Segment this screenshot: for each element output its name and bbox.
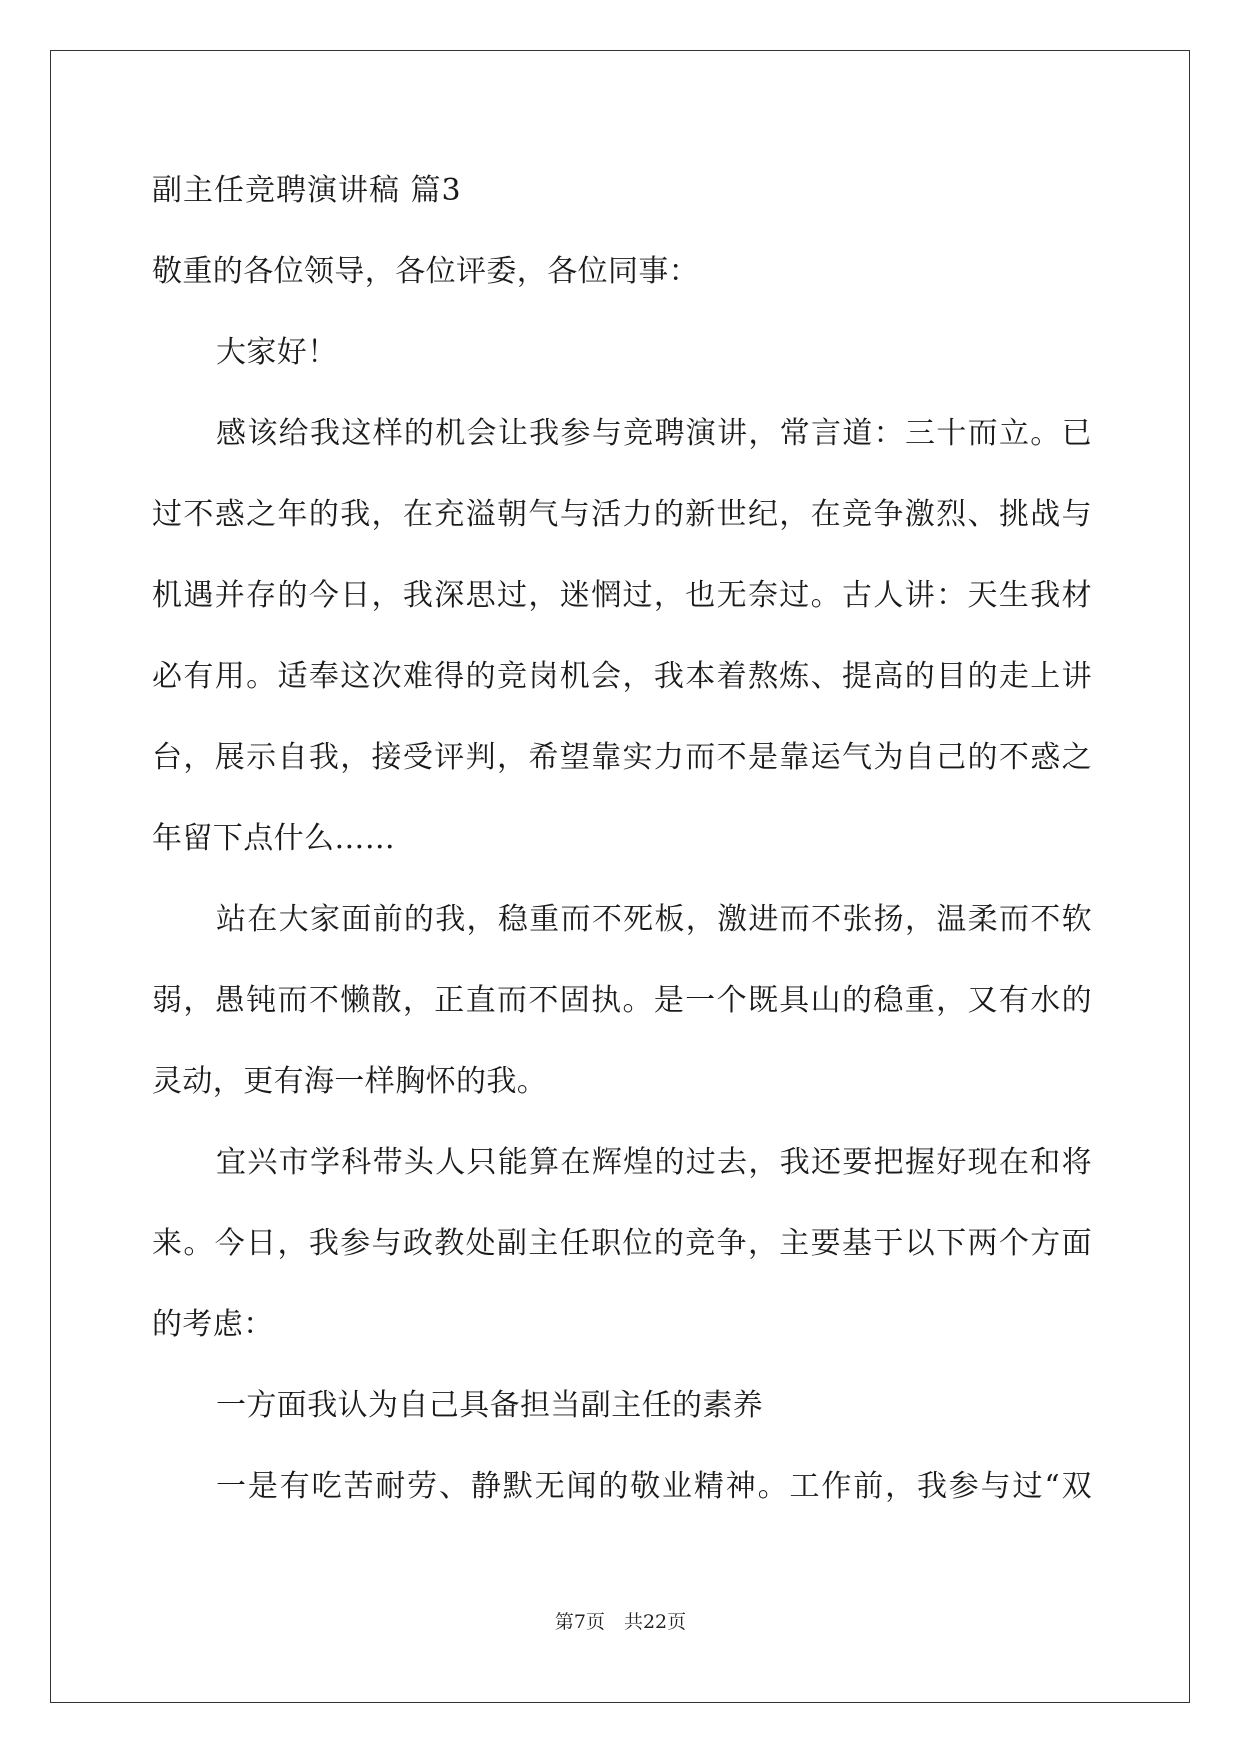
paragraph-line: 宜兴市学科带头人只能算在辉煌的过去，我还要把握好现在和将 (216, 1145, 1092, 1180)
paragraph-line: 台，展示自我，接受评判，希望靠实力而不是靠运气为自己的不惑之 (152, 740, 1092, 775)
paragraph-line: 灵动，更有海一样胸怀的我。 (152, 1064, 548, 1099)
document-title: 副主任竞聘演讲稿 篇3 (152, 173, 462, 208)
paragraph-line: 的考虑： (152, 1307, 274, 1342)
paragraph-line: 感该给我这样的机会让我参与竞聘演讲，常言道：三十而立。已 (216, 416, 1092, 451)
greeting-line: 大家好！ (216, 335, 338, 370)
paragraph-line: 弱，愚钝而不懒散，正直而不固执。是一个既具山的稳重，又有水的 (152, 983, 1092, 1018)
section-heading-line: 一方面我认为自己具备担当副主任的素养 (216, 1388, 764, 1423)
paragraph-line: 年留下点什么…… (152, 821, 396, 856)
paragraph-line: 过不惑之年的我，在充溢朝气与活力的新世纪，在竞争激烈、挑战与 (152, 497, 1092, 532)
page-number: 第7页 共22页 (554, 1611, 687, 1633)
paragraph-line: 来。今日，我参与政教处副主任职位的竞争，主要基于以下两个方面 (152, 1226, 1092, 1261)
salutation-line: 敬重的各位领导，各位评委，各位同事： (152, 254, 700, 289)
paragraph-line: 一是有吃苦耐劳、静默无闻的敬业精神。工作前，我参与过“双 (216, 1469, 1092, 1504)
paragraph-line: 必有用。适奉这次难得的竞岗机会，我本着熬炼、提高的目的走上讲 (152, 659, 1092, 694)
paragraph-line: 站在大家面前的我，稳重而不死板，激进而不张扬，温柔而不软 (216, 902, 1092, 937)
paragraph-line: 机遇并存的今日，我深思过，迷惘过，也无奈过。古人讲：天生我材 (152, 578, 1092, 613)
page-border (50, 50, 1190, 1703)
